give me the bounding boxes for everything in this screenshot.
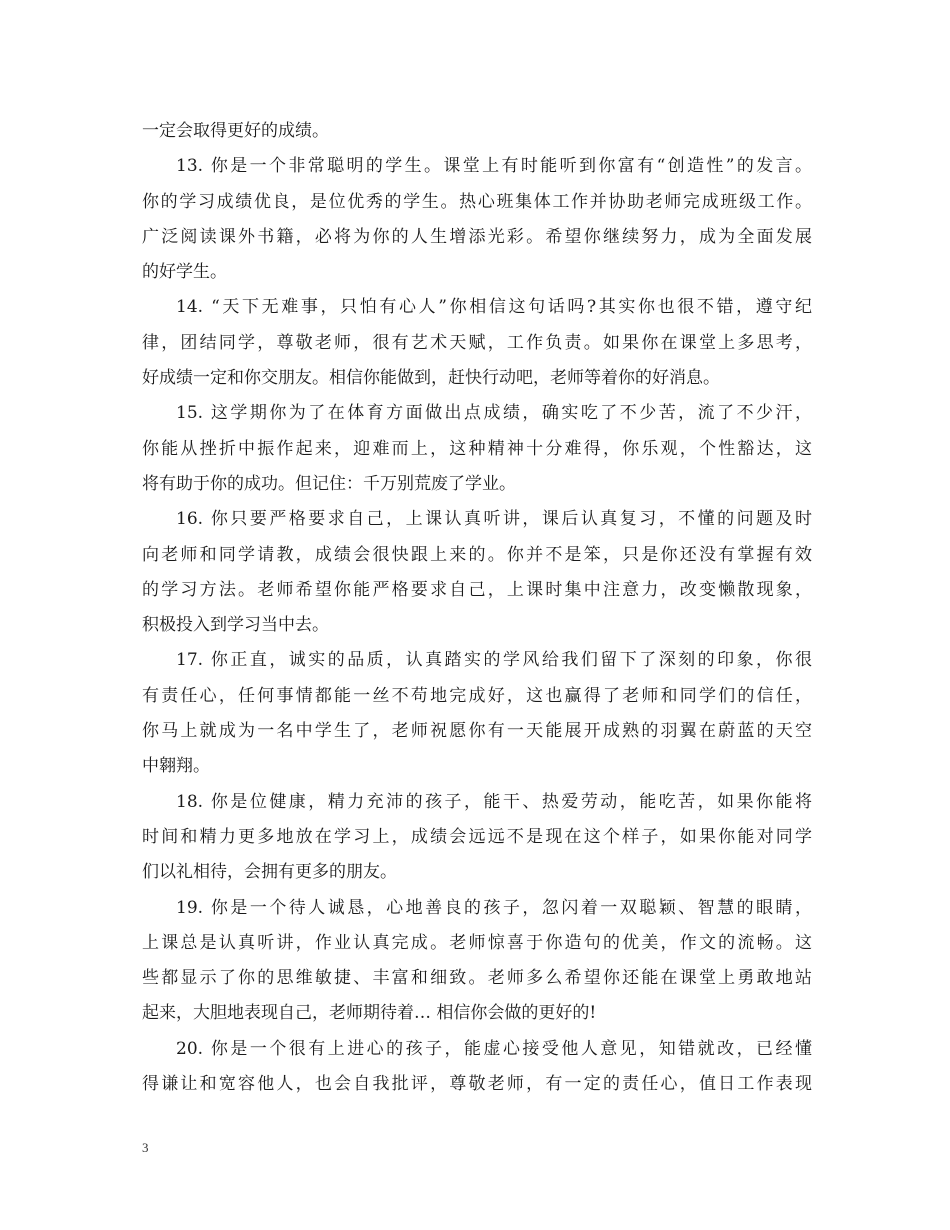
text-line: 起来，大胆地表现自己，老师期待着… 相信你会做的更好的!	[142, 1003, 597, 1024]
text-line: 18. 你是位健康，精力充沛的孩子，能干、热爱劳动，能吃苦，如果你能将	[176, 791, 812, 812]
text-line: 有责任心，任何事情都能一丝不苟地完成好，这也赢得了老师和同学们的信任，	[142, 685, 812, 706]
text-line: 20. 你是一个很有上进心的孩子，能虚心接受他人意见，知错就改，已经懂	[176, 1038, 812, 1059]
text-line: 你能从挫折中振作起来，迎难而上，这种精神十分难得，你乐观，个性豁达，这	[142, 438, 812, 459]
text-line: 好成绩一定和你交朋友。相信你能做到，赶快行动吧，老师等着你的好消息。	[142, 368, 720, 389]
text-line: 中翱翔。	[142, 756, 210, 777]
text-line: 上课总是认真听讲，作业认真完成。老师惊喜于你造句的优美，作文的流畅。这	[142, 932, 812, 953]
text-line: 向老师和同学请教，成绩会很快跟上来的。你并不是笨，只是你还没有掌握有效	[142, 544, 812, 565]
text-line: 些都显示了你的思维敏捷、丰富和细致。老师多么希望你还能在课堂上勇敢地站	[142, 968, 812, 989]
text-line: 的学习方法。老师希望你能严格要求自己，上课时集中注意力，改变懒散现象，	[142, 579, 812, 600]
text-line: 律，团结同学，尊敬老师，很有艺术天赋，工作负责。如果你在课堂上多思考，	[142, 332, 812, 353]
text-line: 16. 你只要严格要求自己，上课认真听讲，课后认真复习，不懂的问题及时	[176, 509, 812, 530]
text-line: 得谦让和宽容他人，也会自我批评，尊敬老师，有一定的责任心，值日工作表现	[142, 1074, 812, 1095]
text-line: 15. 这学期你为了在体育方面做出点成绩，确实吃了不少苦，流了不少汗，	[176, 403, 812, 424]
text-line: 一定会取得更好的成绩。	[142, 121, 329, 141]
text-line: 广泛阅读课外书籍，必将为你的人生增添光彩。希望你继续努力，成为全面发展	[142, 226, 812, 247]
text-line: 将有助于你的成功。但记住：千万别荒废了学业。	[142, 473, 516, 494]
text-line: 们以礼相待，会拥有更多的朋友。	[142, 862, 397, 883]
text-line: 14. “天下无难事，只怕有心人”你相信这句话吗?其实你也很不错，遵守纪	[176, 297, 812, 318]
text-line: 13. 你是一个非常聪明的学生。课堂上有时能听到你富有“创造性”的发言。	[176, 156, 812, 177]
document-body	[142, 114, 812, 1102]
text-line: 的好学生。	[142, 262, 227, 283]
text-line: 你的学习成绩优良，是位优秀的学生。热心班集体工作并协助老师完成班级工作。	[142, 191, 812, 212]
text-line: 时间和精力更多地放在学习上，成绩会远远不是现在这个样子，如果你能对同学	[142, 826, 812, 847]
text-line: 17. 你正直，诚实的品质，认真踏实的学风给我们留下了深刻的印象，你很	[176, 650, 812, 671]
text-line: 你马上就成为一名中学生了，老师祝愿你有一天能展开成熟的羽翼在蔚蓝的天空	[142, 721, 812, 742]
text-line: 19. 你是一个待人诚恳，心地善良的孩子，忽闪着一双聪颖、智慧的眼睛，	[176, 897, 812, 918]
text-line: 积极投入到学习当中去。	[142, 615, 329, 636]
page-number: 3	[142, 1140, 149, 1155]
